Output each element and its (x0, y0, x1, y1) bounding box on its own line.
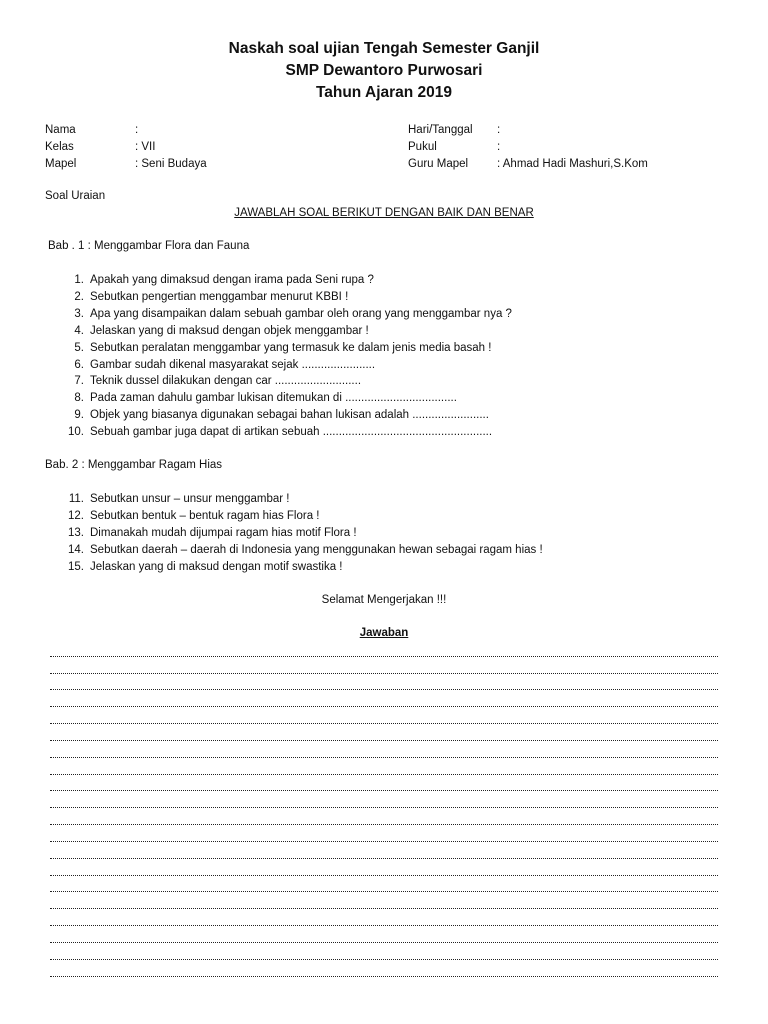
question-number: 9. (74, 409, 84, 422)
question-text: Pada zaman dahulu gambar lukisan ditemukan di ................................... (90, 392, 457, 405)
exam-title: Naskah soal ujian Tengah Semester Ganjil (228, 40, 540, 57)
answer-line (50, 713, 718, 730)
question-number: 8. (74, 392, 84, 405)
document-header (0, 38, 768, 104)
question-number: 7. (74, 375, 84, 388)
question-item (64, 357, 512, 374)
question-text: Jelaskan yang di maksud dengan objek menggambar ! (90, 324, 369, 337)
question-number: 11. (68, 493, 84, 505)
answer-line (50, 696, 718, 713)
info-value: : Seni Budaya (135, 158, 207, 170)
chapter-2-questions (64, 491, 543, 576)
answer-line (50, 814, 718, 831)
answer-title: Jawaban (359, 627, 409, 639)
instruction-heading: JAWABLAH SOAL BERIKUT DENGAN BAIK DAN BENAR (234, 207, 534, 219)
question-item (64, 323, 512, 340)
question-number: 10. (68, 426, 84, 439)
question-text: Sebutkan peralatan menggambar yang termasuk ke dalam jenis media basah ! (90, 341, 492, 354)
student-info (45, 122, 207, 173)
question-text: Sebuah gambar juga dapat di artikan sebuah ..................................................... (90, 426, 493, 439)
question-number: 1. (74, 274, 84, 286)
chapter-1-title: Bab . 1 : Menggambar Flora dan Fauna (48, 240, 250, 252)
question-item (64, 289, 512, 306)
question-number: 14. (68, 543, 84, 556)
question-text: Sebutkan daerah – daerah di Indonesia yang menggunakan hewan sebagai ragam hias ! (90, 543, 543, 556)
section-label: Soal Uraian (45, 190, 106, 202)
exam-info (408, 122, 648, 173)
answer-line (50, 915, 718, 932)
answer-line (50, 932, 718, 949)
question-text: Sebutkan pengertian menggambar menurut KBBI ! (90, 290, 349, 303)
academic-year: Tahun Ajaran 2019 (315, 84, 453, 101)
question-text: Apakah yang dimaksud dengan irama pada Seni rupa ? (90, 274, 374, 286)
info-row-kelas (45, 139, 207, 156)
info-label: Kelas (45, 141, 74, 153)
answer-line (50, 966, 718, 983)
question-number: 13. (68, 526, 84, 539)
school-name: SMP Dewantoro Purwosari (285, 62, 483, 79)
answer-line (50, 747, 718, 764)
question-text: Teknik dussel dilakukan dengan car ........................... (90, 375, 362, 388)
chapter-2-title: Bab. 2 : Menggambar Ragam Hias (45, 459, 223, 471)
answer-line (50, 831, 718, 848)
question-number: 15. (68, 560, 84, 573)
info-label: Nama (45, 124, 76, 136)
answer-line (50, 646, 718, 663)
info-label: Guru Mapel (408, 158, 469, 170)
question-item (64, 525, 543, 542)
info-row-nama (45, 122, 207, 139)
info-value: : Ahmad Hadi Mashuri,S.Kom (497, 158, 648, 170)
question-item (64, 306, 512, 323)
info-label: Mapel (45, 158, 77, 170)
answer-line (50, 764, 718, 781)
question-text: Sebutkan bentuk – bentuk ragam hias Flora ! (90, 509, 320, 522)
info-label: Hari/Tanggal (408, 124, 473, 136)
answer-line (50, 865, 718, 882)
answer-line (50, 797, 718, 814)
question-text: Jelaskan yang di maksud dengan motif swastika ! (90, 560, 343, 573)
question-text: Apa yang disampaikan dalam sebuah gambar oleh orang yang menggambar nya ? (90, 307, 512, 320)
question-number: 12. (68, 509, 84, 522)
question-item (64, 542, 543, 559)
info-value: : (497, 141, 501, 153)
info-row-mapel (45, 156, 207, 173)
info-row-guru-mapel (408, 156, 648, 173)
question-number: 6. (74, 358, 84, 371)
answer-line (50, 781, 718, 798)
question-item (64, 508, 543, 525)
info-row-hari-tanggal (408, 122, 648, 139)
answer-line (50, 680, 718, 697)
info-row-pukul (408, 139, 648, 156)
question-item (64, 424, 512, 441)
question-number: 5. (74, 341, 84, 354)
question-number: 2. (74, 290, 84, 303)
question-item (64, 373, 512, 390)
info-value: : VII (135, 141, 156, 153)
chapter-1-questions (64, 272, 512, 441)
question-item (64, 390, 512, 407)
answer-line (50, 898, 718, 915)
answer-lines (50, 646, 718, 983)
question-number: 3. (74, 307, 84, 320)
info-value: : (497, 124, 501, 136)
question-text: Sebutkan unsur – unsur menggambar ! (90, 493, 290, 505)
answer-line (50, 730, 718, 747)
answer-line (50, 663, 718, 680)
answer-line (50, 848, 718, 865)
question-text: Objek yang biasanya digunakan sebagai bahan lukisan adalah ........................ (90, 409, 489, 422)
question-item (64, 272, 512, 289)
info-label: Pukul (408, 141, 437, 153)
question-number: 4. (74, 324, 84, 337)
question-item (64, 491, 543, 508)
answer-line (50, 882, 718, 899)
question-item (64, 340, 512, 357)
question-item (64, 407, 512, 424)
question-text: Dimanakah mudah dijumpai ragam hias motif Flora ! (90, 526, 357, 539)
question-item (64, 559, 543, 576)
question-text: Gambar sudah dikenal masyarakat sejak ....................... (90, 358, 376, 371)
info-value: : (135, 124, 139, 136)
closing-message: Selamat Mengerjakan !!! (321, 594, 447, 606)
answer-line (50, 949, 718, 966)
